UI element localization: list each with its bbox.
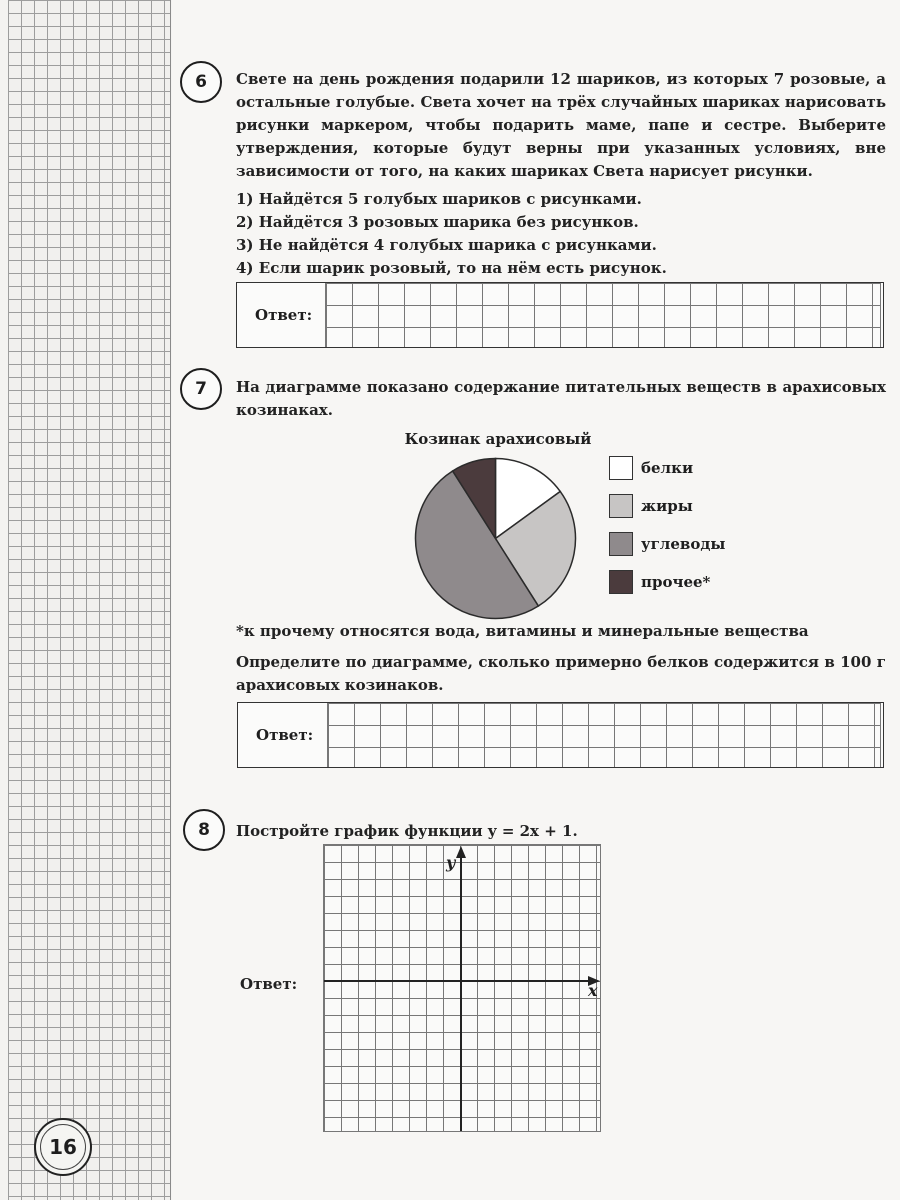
legend-swatch-fat	[609, 494, 633, 518]
y-axis-label: y	[446, 853, 456, 872]
legend-swatch-protein	[609, 456, 633, 480]
question-7-intro: На диаграмме показано содержание питательных веществ в арахисовых козинаках.	[236, 378, 886, 419]
legend-fat	[609, 494, 693, 518]
page-number-text: 16	[49, 1135, 77, 1159]
legend-carbs	[609, 532, 725, 556]
answer-grid[interactable]	[325, 283, 881, 347]
legend-swatch-other	[609, 570, 633, 594]
nutrient-pie-chart	[413, 456, 578, 621]
coordinate-grid[interactable]	[323, 844, 601, 1132]
answer-label: Ответ:	[256, 726, 314, 744]
option-4: 4) Если шарик розовый, то на нём есть рисунок.	[236, 259, 667, 277]
legend-label-fat: жиры	[641, 497, 693, 515]
question-7-footnote: *к прочему относятся вода, витамины и минеральные вещества	[236, 622, 809, 640]
option-3: 3) Не найдётся 4 голубых шарика с рисунками.	[236, 236, 657, 254]
legend-swatch-carbs	[609, 532, 633, 556]
option-2: 2) Найдётся 3 розовых шарика без рисунков.	[236, 213, 639, 231]
page-number	[34, 1118, 92, 1176]
legend-label-protein: белки	[641, 459, 694, 477]
x-axis-label: x	[588, 981, 598, 1000]
question-6-number: 6	[180, 61, 222, 103]
chart-title: Козинак арахисовый	[404, 430, 592, 448]
question-8-number: 8	[183, 809, 225, 851]
answer-label: Ответ:	[255, 306, 313, 324]
question-6-paragraph: Свете на день рождения подарили 12 шариков, из которых 7 розовые, а остальные голубые. Света хочет на трёх случайных шариках нарисовать рисунки маркером, чтобы подарить маме, папе и сестре. Выберите утверждения, которые будут верны при указанных условиях, вне зависимости от того, на каких шариках Света нарисует рисунки.	[236, 70, 886, 180]
answer-grid[interactable]	[327, 703, 881, 767]
axes	[324, 845, 600, 1131]
margin-grid	[8, 0, 171, 1200]
question-6-options	[236, 188, 886, 280]
y-axis-arrow	[456, 846, 466, 858]
question-7-number: 7	[180, 368, 222, 410]
question-8-task: Постройте график функции y = 2x + 1.	[236, 822, 578, 840]
question-7-task: Определите по диаграмме, сколько примерно белков содержится в 100 г арахисовых козинаков.	[236, 653, 886, 694]
legend-other	[609, 570, 710, 594]
legend-protein	[609, 456, 693, 480]
legend-label-carbs: углеводы	[641, 535, 726, 553]
question-7-answer-box[interactable]	[237, 702, 884, 768]
legend-label-other: прочее*	[641, 573, 711, 591]
question-6-answer-box[interactable]	[236, 282, 884, 348]
option-1: 1) Найдётся 5 голубых шариков с рисунками.	[236, 190, 642, 208]
question-8-answer-label: Ответ:	[240, 975, 298, 993]
